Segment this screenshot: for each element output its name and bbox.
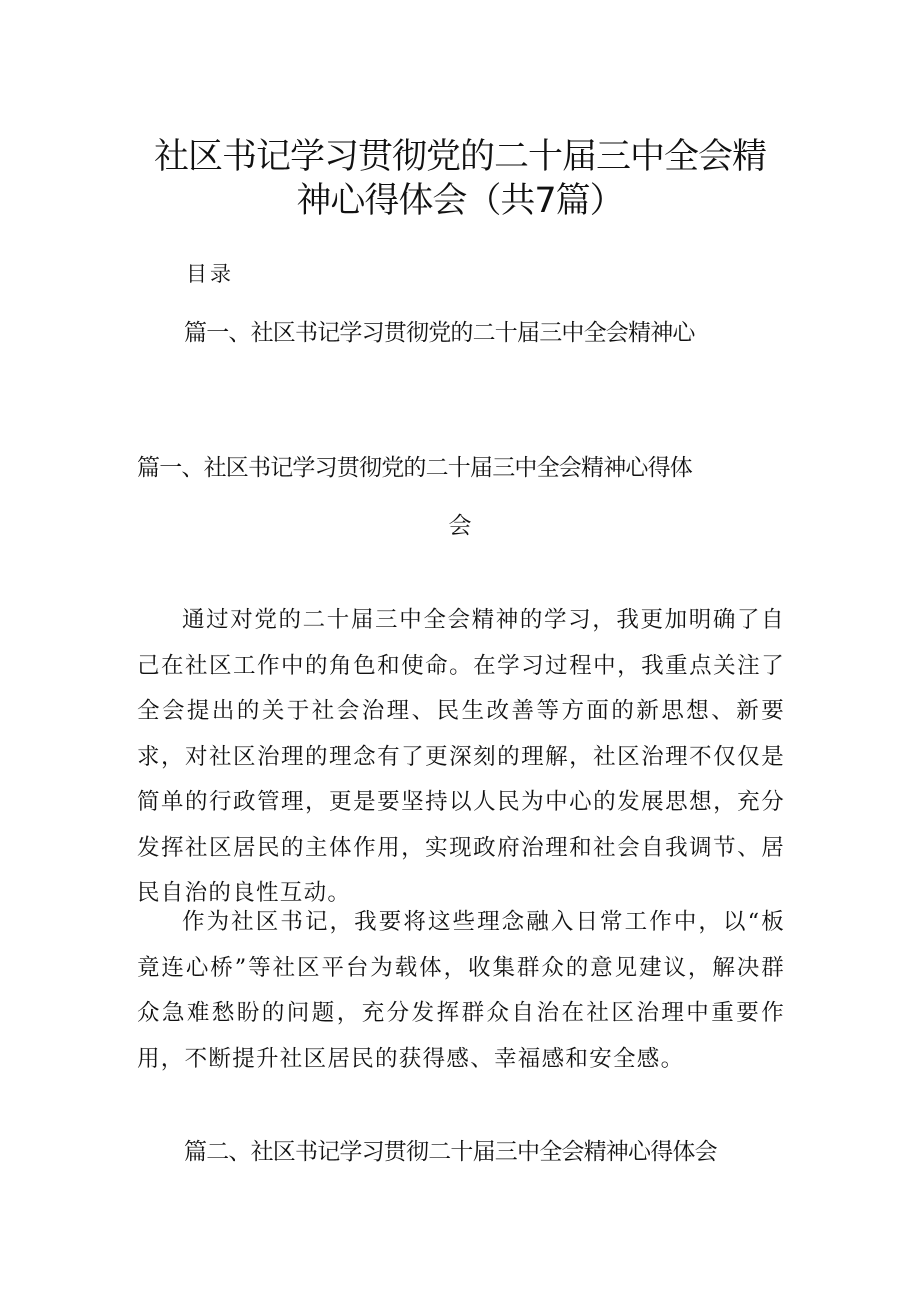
section-1-heading: 篇一、社区书记学习贯彻党的二十届三中全会精神心得体 xyxy=(137,455,693,481)
toc-label: 目录 xyxy=(186,262,234,286)
body-paragraph: 作为社区书记，我要将这些理念融入日常工作中，以“板竟连心桥”等社区平台为载体，收集群众的意见建议，解决群众急难愁盼的问题，充分发挥群众自治在社区治理中重要作用，不断提升社区居民的获得感、幸福感和安全感。 xyxy=(137,909,785,1072)
section-1-heading-continuation: 会 xyxy=(448,513,472,539)
document-title-line-2: 神心得体会（共7篇） xyxy=(296,181,624,221)
toc-entry: 篇一、社区书记学习贯彻党的二十届三中全会精神心 xyxy=(184,320,695,346)
document-title-line-1: 社区书记学习贯彻党的二十届三中全会精 xyxy=(153,137,766,177)
body-paragraph: 通过对党的二十届三中全会精神的学习，我更加明确了自己在社区工作中的角色和使命。在学习过程中，我重点关注了全会提出的关于社会治理、民生改善等方面的新思想、新要求，对社区治理的理念有了更深刻的理解，社区治理不仅仅是简单的行政管理，更是要坚持以人民为中心的发展思想，充分发挥社区居民的主体作用，实现政府治理和社会自我调节、居民自治的良性互动。 xyxy=(137,607,785,906)
section-2-heading: 篇二、社区书记学习贯彻二十届三中全会精神心得体会 xyxy=(184,1139,717,1165)
